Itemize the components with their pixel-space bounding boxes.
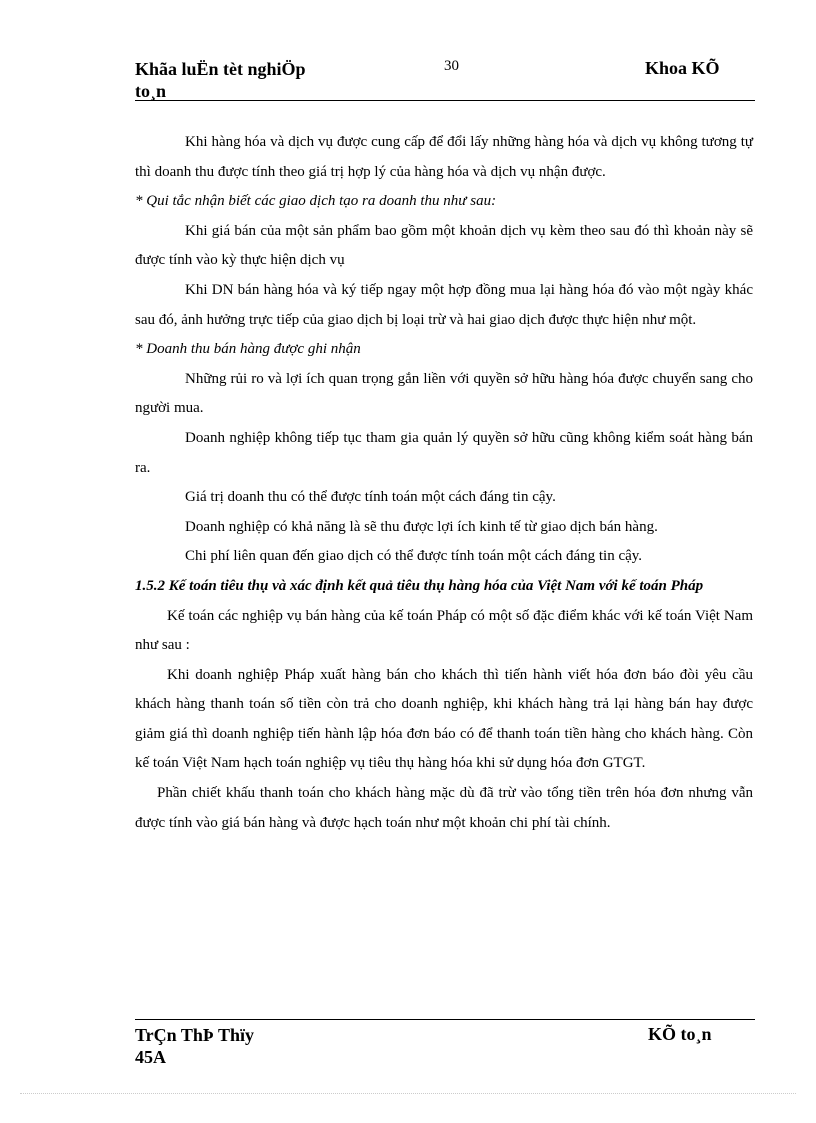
- page-edge-divider: [20, 1093, 796, 1094]
- paragraph: Doanh nghiệp không tiếp tục tham gia quản lý quyền sở hữu cũng không kiểm soát hàng bán ra.: [135, 429, 753, 476]
- footer-class: 45A: [135, 1047, 166, 1067]
- page-number: 30: [444, 58, 459, 74]
- paragraph: Doanh nghiệp có khả năng là sẽ thu được lợi ích kinh tế từ giao dịch bán hàng.: [185, 518, 658, 535]
- paragraph: Kế toán các nghiệp vụ bán hàng của kế toán Pháp có một số đặc điểm khác với kế toán Việt Nam như sau :: [135, 607, 753, 654]
- header-rule: [135, 100, 755, 101]
- paragraph: Khi hàng hóa và dịch vụ được cung cấp để đổi lấy những hàng hóa và dịch vụ không tương tự thì doanh thu được tính theo giá trị hợp lý của hàng hóa và dịch vụ nhận được.: [135, 134, 753, 180]
- paragraph: Chi phí liên quan đến giao dịch có thể được tính toán một cách đáng tin cậy.: [185, 548, 643, 565]
- paragraph: Những rủi ro và lợi ích quan trọng gắn liền với quyền sở hữu hàng hóa được chuyển sang cho người mua.: [135, 370, 753, 417]
- paragraph: Khi doanh nghiệp Pháp xuất hàng bán cho khách thì tiến hành viết hóa đơn báo đòi yêu cầu khách hàng thanh toán số tiền còn trả cho doanh nghiệp, khi khách hàng trả lại hàng bán hay được giảm giá thì doanh nghiệp tiến hành lập hóa đơn báo có để thanh toán tiền hàng cho khách hàng. Còn kế toán Việt Nam hạch toán nghiệp vụ tiêu thụ hàng hóa khi sử dụng hóa đơn GTGT.: [135, 666, 753, 772]
- footer-left: [135, 1024, 254, 1068]
- paragraph: Khi giá bán của một sản phẩm bao gồm một khoản dịch vụ kèm theo sau đó thì khoản này sẽ được tính vào kỳ thực hiện dịch vụ: [135, 222, 753, 269]
- header-thesis-title: Khãa luËn tèt nghiÖp: [135, 59, 306, 79]
- footer-rule: [135, 1019, 755, 1020]
- subheading-recognition-rules: * Qui tắc nhận biết các giao dịch tạo ra doanh thu như sau:: [135, 193, 497, 210]
- paragraph: Phần chiết khấu thanh toán cho khách hàng mặc dù đã trừ vào tổng tiền trên hóa đơn nhưng vẫn được tính vào giá bán hàng và được hạch toán như một khoản chi phí tài chính.: [135, 785, 753, 831]
- subheading-revenue-recognized: * Doanh thu bán hàng được ghi nhận: [135, 341, 361, 358]
- footer-department: KÕ to¸n: [648, 1024, 712, 1044]
- section-heading: 1.5.2 Kế toán tiêu thụ và xác định kết quả tiêu thụ hàng hóa của Việt Nam với kế toán Pháp: [135, 577, 704, 594]
- paragraph: Khi DN bán hàng hóa và ký tiếp ngay một hợp đồng mua lại hàng hóa đó vào một ngày khác sau đó, ảnh hưởng trực tiếp của giao dịch bị loại trừ và hai giao dịch được thực hiện như một.: [135, 281, 753, 328]
- header-left: [135, 58, 306, 102]
- footer-author: TrÇn ThÞ Thïy: [135, 1025, 255, 1045]
- page-body: [135, 128, 753, 838]
- paragraph: Giá trị doanh thu có thể được tính toán một cách đáng tin cậy.: [185, 489, 556, 506]
- header-thesis-title-cont: to¸n: [135, 81, 166, 101]
- header-faculty: Khoa KÕ: [645, 58, 720, 78]
